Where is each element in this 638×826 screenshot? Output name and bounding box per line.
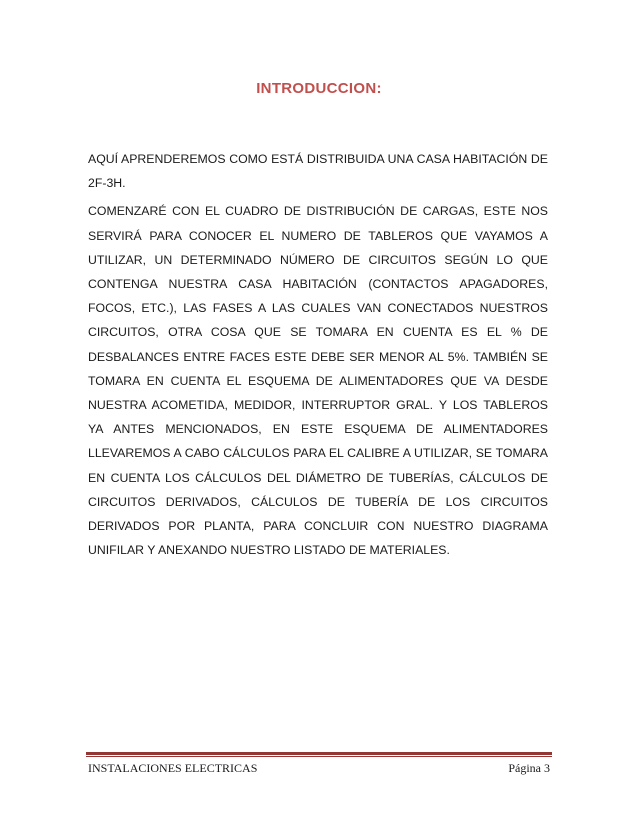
page-footer [88,761,550,776]
paragraph-main: COMENZARÉ CON EL CUADRO DE DISTRIBUCIÓN DE CARGAS, ESTE NOS SERVIRÁ PARA CONOCER EL NUMERO DE TABLEROS QUE VAYAMOS A UTILIZAR, UN DETERMINADO NÚMERO DE CIRCUITOS SEGÚN LO QUE CONTENGA NUESTRA CASA HABITACIÓN (CONTACTOS APAGADORES, FOCOS, ETC.), LAS FASES A LAS CUALES VAN CONECTADOS NUESTROS CIRCUITOS, OTRA COSA QUE SE TOMARA EN CUENTA ES EL % DE DESBALANCES ENTRE FACES ESTE DEBE SER MENOR AL 5%. TAMBIÉN SE TOMARA EN CUENTA EL ESQUEMA DE ALIMENTADORES QUE VA DESDE NUESTRA ACOMETIDA, MEDIDOR, INTERRUPTOR GRAL. Y LOS TABLEROS YA ANTES MENCIONADOS, EN ESTE ESQUEMA DE ALIMENTADORES LLEVAREMOS A CABO CÁLCULOS PARA EL CALIBRE A UTILIZAR, SE TOMARA EN CUENTA LOS CÁLCULOS DEL DIÁMETRO DE TUBERÍAS, CÁLCULOS DE CIRCUITOS DERIVADOS, CÁLCULOS DE TUBERÍA DE LOS CIRCUITOS DERIVADOS POR PLANTA, PARA CONCLUIR CON NUESTRO DIAGRAMA UNIFILAR Y ANEXANDO NUESTRO LISTADO DE MATERIALES. [88,204,548,558]
footer-rule-thin [86,756,552,757]
footer-document-name: INSTALACIONES ELECTRICAS [88,761,258,775]
footer-page-number: Página 3 [508,761,550,775]
footer-rule-thick [86,752,552,755]
paragraph-intro: AQUÍ APRENDEREMOS COMO ESTÁ DISTRIBUIDA UNA CASA HABITACIÓN DE 2F-3H. [88,152,548,191]
body-text [88,147,548,566]
page-title: INTRODUCCION: [256,80,382,97]
